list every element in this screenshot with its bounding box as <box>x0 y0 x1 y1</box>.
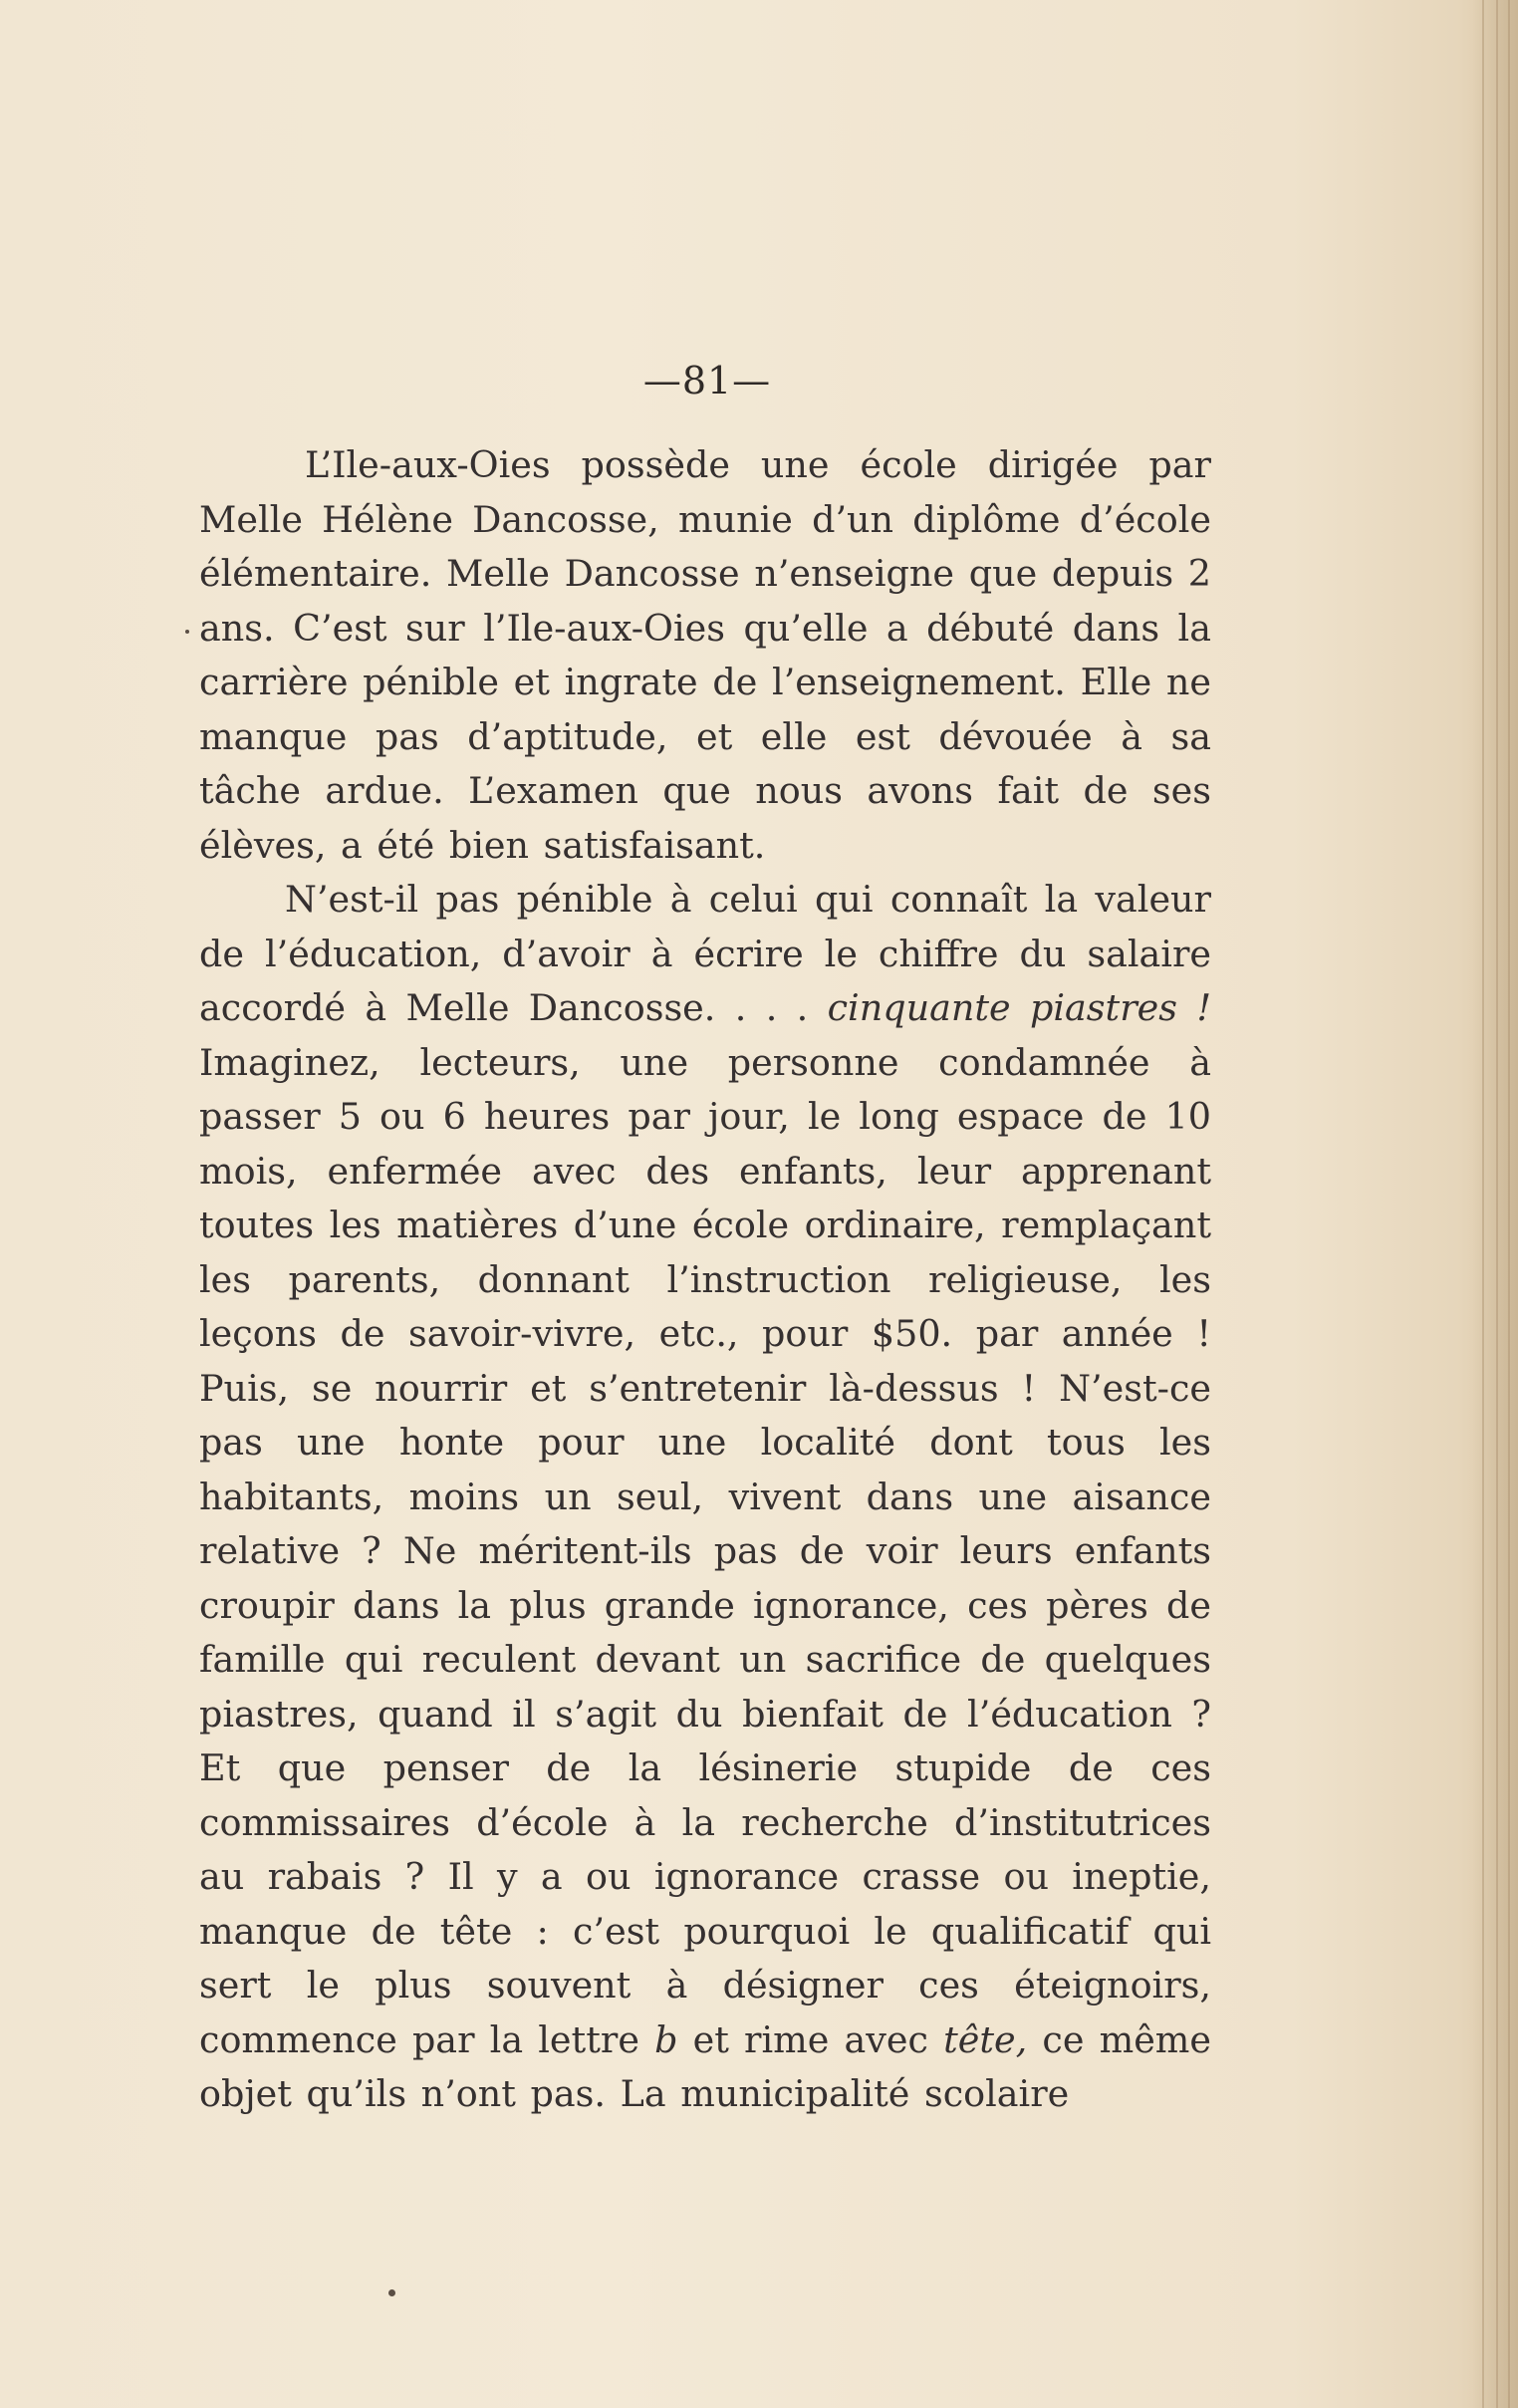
italic-text-segment: b <box>654 2017 678 2061</box>
paper-speck <box>388 2289 395 2296</box>
italic-text-segment: cinquante piastres ! <box>827 986 1211 1029</box>
page-edge-shadow <box>1472 0 1518 2408</box>
italic-text-segment: tête, <box>943 2017 1028 2061</box>
page-edge-line <box>1482 0 1484 2408</box>
text-segment: et rime avec <box>677 2017 944 2061</box>
text-segment: N’est-il pas pénible à celui qui connaît la valeur de l’éducation, d’avoir à écrire le chiffre du salaire accordé à Melle Dancosse. . . . <box>199 878 1211 1029</box>
text-segment: Imaginez, lecteurs, une personne condamnée à passer 5 ou 6 heures par jour, le long espace de 10 mois, enfermée avec des enfants, leur apprenant toutes les matières d’une école ordinaire, remplaçant les parents, donnant l’instruction religieuse, les leçons de savoir-vivre, etc., pour $50. par année ! Puis, se nourrir et s’entretenir là-dessus ! N’est-ce pas une honte pour une localité dont tous les habitants, moins un seul, vivent dans une aisance relative ? Ne méritent-ils pas de voir leurs enfants croupir dans la plus grande ignorance, ces pères de famille qui reculent devant un sacrifice de quelques piastres, quand il s’agit du bienfait de l’éducation ? Et que penser de la lésinerie stupide de ces commissaires d’école à la recherche d’institutrices au rabais ? Il y a ou ignorance crasse ou ineptie, manque de tête : c’est pourquoi le qualificatif qui sert le plus souvent à désigner ces éteignoirs, commence par la lettre <box>199 1040 1211 2061</box>
text-segment: ce même objet qu’ils n’ont pas. La municipalité scolaire <box>199 2017 1212 2115</box>
page-number: —81— <box>642 359 772 402</box>
page-edge-line <box>1508 0 1510 2408</box>
paragraph <box>199 873 1211 2122</box>
text-segment: L’Ile-aux-Oies possède une école dirigée par Melle Hélène Dancosse, munie d’un diplôme d’école élémentaire. Melle Dancosse n’enseigne que depuis 2 ans. C’est sur l’Ile-aux-Oies qu’elle a débuté dans la carrière pénible et ingrate de l’enseignement. Elle ne manque pas d’aptitude, et elle est dévouée à sa tâche ardue. L’examen que nous avons fait de ses élèves, a été bien satisfaisant. <box>199 443 1211 867</box>
paragraph <box>199 438 1211 873</box>
paper-speck <box>185 630 189 634</box>
body-text <box>199 438 1211 2122</box>
page-edge-line <box>1496 0 1498 2408</box>
